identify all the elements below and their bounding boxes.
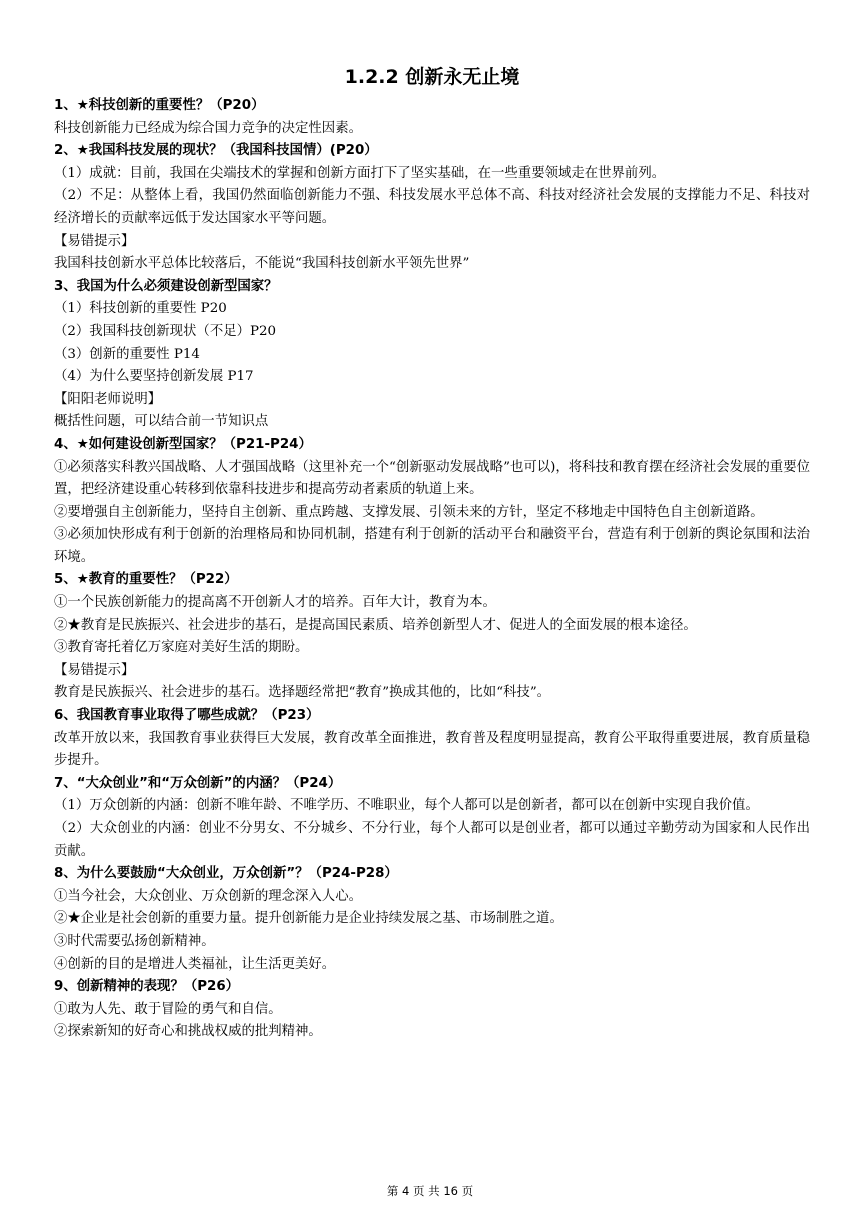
paragraph: 概括性问题，可以结合前一节知识点 — [54, 414, 269, 430]
document-page — [54, 62, 810, 1044]
question-heading: 4、★如何建设创新型国家？（P21-P24） — [54, 436, 312, 452]
question-heading: 1、★科技创新的重要性？（P20） — [54, 98, 265, 113]
paragraph: ②★企业是社会创新的重要力量。提升创新能力是企业持续发展之基、市场制胜之道。 — [54, 911, 563, 927]
paragraph: （2）不足：从整体上看，我国仍然面临创新能力不强、科技发展水平总体不高、科技对经济社会发展的支撑能力不足、科技对经济增长的贡献率远低于发达国家水平等问题。 — [54, 188, 810, 226]
paragraph: ①敢为人先、敢于冒险的勇气和自信。 — [54, 1001, 282, 1017]
paragraph: （1）科技创新的重要性 P20 — [54, 301, 227, 317]
question-heading: 9、创新精神的表现？（P26） — [54, 979, 240, 995]
question-heading: 7、“大众创业”和“万众创新”的内涵？（P24） — [54, 775, 342, 791]
paragraph: ①必须落实科教兴国战略、人才强国战略（这里补充一个“创新驱动发展战略”也可以)，将科技和教育摆在经济社会发展的重要位置，把经济建设重心转移到依靠科技进步和提高劳动者素质的轨道上来。 — [54, 459, 810, 498]
page-title: 1.2.2 创新永无止境 — [344, 66, 520, 88]
paragraph: ②探索新知的好奇心和挑战权威的批判精神。 — [54, 1024, 322, 1040]
question-heading: 5、★教育的重要性？（P22） — [54, 572, 238, 588]
question-heading: 6、我国教育事业取得了哪些成就？（P23） — [54, 708, 320, 724]
page-footer: 第 4 页 共 16 页 — [386, 1184, 474, 1198]
paragraph: 【阳阳老师说明】 — [54, 391, 162, 407]
paragraph: 【易错提示】 — [54, 233, 135, 249]
document-body — [54, 95, 810, 1044]
paragraph: （3）创新的重要性 P14 — [54, 346, 200, 362]
paragraph: （1）万众创新的内涵：创新不唯年龄、不唯学历、不唯职业，每个人都可以是创新者，都可以在创新中实现自我价值。 — [54, 798, 759, 814]
paragraph: （4）为什么要坚持创新发展 P17 — [54, 369, 254, 385]
paragraph: 教育是民族振兴、社会进步的基石。选择题经常把“教育”换成其他的，比如“科技”。 — [54, 685, 551, 701]
paragraph: 科技创新能力已经成为综合国力竞争的决定性因素。 — [54, 120, 362, 136]
paragraph: ②要增强自主创新能力，坚持自主创新、重点跨越、支撑发展、引领未来的方针，坚定不移地走中国特色自主创新道路。 — [54, 504, 764, 520]
paragraph: （2）我国科技创新现状（不足）P20 — [54, 323, 277, 339]
paragraph: ①一个民族创新能力的提高离不开创新人才的培养。百年大计，教育为本。 — [54, 595, 496, 611]
paragraph: ④创新的目的是增进人类福祉，让生活更美好。 — [54, 956, 336, 972]
paragraph: ①当今社会，大众创业、万众创新的理念深入人心。 — [54, 888, 362, 904]
paragraph: 我国科技创新水平总体比较落后，不能说“我国科技创新水平领先世界” — [54, 256, 470, 272]
paragraph: （2）大众创业的内涵：创业不分男女、不分城乡、不分行业，每个人都可以是创业者，都可以通过辛勤劳动为国家和人民作出贡献。 — [54, 821, 810, 859]
paragraph: （1）成就：目前，我国在尖端技术的掌握和创新方面打下了坚实基础，在一些重要领域走在世界前列。 — [54, 165, 666, 181]
paragraph: ③教育寄托着亿万家庭对美好生活的期盼。 — [54, 640, 309, 656]
paragraph: 【易错提示】 — [54, 662, 135, 678]
question-heading: 3、我国为什么必须建设创新型国家？ — [54, 278, 278, 294]
paragraph: ②★教育是民族振兴、社会进步的基石，是提高国民素质、培养创新型人才、促进人的全面发展的根本途径。 — [54, 617, 697, 633]
question-heading: 2、★我国科技发展的现状？（我国科技国情）(P20） — [54, 143, 378, 159]
question-heading: 8、为什么要鼓励“大众创业，万众创新”？（P24-P28） — [54, 866, 398, 882]
paragraph: 改革开放以来，我国教育事业获得巨大发展，教育改革全面推进，教育普及程度明显提高，教育公平取得重要进展，教育质量稳步提升。 — [54, 730, 810, 769]
paragraph: ③时代需要弘扬创新精神。 — [54, 933, 215, 949]
paragraph: ③必须加快形成有利于创新的治理格局和协同机制，搭建有利于创新的活动平台和融资平台，营造有利于创新的舆论氛围和法治环境。 — [54, 527, 810, 565]
